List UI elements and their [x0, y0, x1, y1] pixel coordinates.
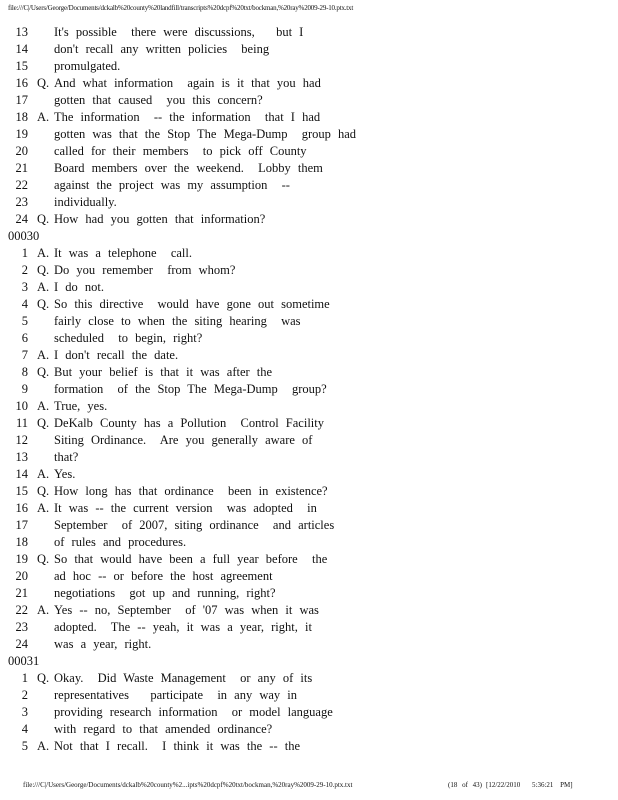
line-number: 14 [15, 467, 28, 481]
transcript-line [8, 534, 608, 551]
transcript-line [8, 109, 608, 126]
speaker-label: Q. [37, 416, 50, 430]
transcript-line [8, 58, 608, 75]
line-number: 17 [15, 93, 28, 107]
line-text: How long has that ordinance been in existence? [54, 484, 328, 498]
speaker-label: A. [37, 246, 50, 260]
line-text: Yes. [54, 467, 76, 481]
transcript-line [8, 449, 608, 466]
transcript-line [8, 619, 608, 636]
transcript-line [8, 585, 608, 602]
line-text: formation of the Stop The Mega-Dump group? [54, 382, 327, 396]
line-text: of rules and procedures. [54, 535, 187, 549]
speaker-label: Q. [37, 671, 50, 685]
line-text: Yes -- no, September of '07 was when it was [54, 603, 319, 617]
line-number: 8 [21, 365, 28, 379]
speaker-label: A. [37, 501, 50, 515]
footer-time: 5:36:21 PM] [532, 781, 573, 789]
line-number: 4 [21, 297, 28, 311]
line-text: scheduled to begin, right? [54, 331, 203, 345]
line-number: 23 [15, 195, 28, 209]
transcript-line [8, 364, 608, 381]
line-text: It's possible there were discussions, but I [54, 25, 304, 39]
line-text: gotten that caused you this concern? [54, 93, 263, 107]
transcript-line [8, 211, 608, 228]
transcript-line [8, 347, 608, 364]
line-text: with regard to that amended ordinance? [54, 722, 273, 736]
transcript-line [8, 24, 608, 41]
transcript-line [8, 483, 608, 500]
line-text: representatives participate in any way in [54, 688, 298, 702]
line-text: against the project was my assumption -- [54, 178, 290, 192]
line-number: 23 [15, 620, 28, 634]
line-text: promulgated. [54, 59, 121, 73]
transcript-body [8, 24, 608, 755]
file-path-header: file:///C|/Users/George/Documents/dckalb%20county%20landfill/transcripts%20dcpf%20txt/bockman,%20ray%2009-29-10.ptx.txt [8, 4, 354, 12]
transcript-line [8, 551, 608, 568]
line-number: 12 [15, 433, 28, 447]
transcript-line [8, 738, 608, 755]
line-number: 3 [21, 280, 28, 294]
line-text: I do not. [54, 280, 105, 294]
footer-page-count: (18 of 43) [448, 781, 482, 789]
transcript-line [8, 126, 608, 143]
line-number: 3 [21, 705, 28, 719]
transcript-line [8, 41, 608, 58]
line-text: Board members over the weekend. Lobby them [54, 161, 323, 175]
speaker-label: A. [37, 280, 50, 294]
transcript-line [8, 143, 608, 160]
line-number: 13 [15, 450, 28, 464]
transcript-line [8, 398, 608, 415]
transcript-line [8, 160, 608, 177]
line-text: So that would have been a full year before the [54, 552, 328, 566]
transcript-line [8, 517, 608, 534]
line-text: adopted. The -- yeah, it was a year, right, it [54, 620, 312, 634]
line-number: 22 [15, 178, 28, 192]
line-text: providing research information or model language [54, 705, 333, 719]
transcript-line [8, 432, 608, 449]
line-text: And what information again is it that you had [54, 76, 321, 90]
transcript-line [8, 194, 608, 211]
line-number: 6 [21, 331, 28, 345]
line-text: ad hoc -- or before the host agreement [54, 569, 273, 583]
transcript-line [8, 313, 608, 330]
line-number: 2 [21, 688, 28, 702]
speaker-label: Q. [37, 552, 50, 566]
line-text: that? [54, 450, 79, 464]
line-number: 20 [15, 569, 28, 583]
line-number: 17 [15, 518, 28, 532]
line-text: Okay. Did Waste Management or any of its [54, 671, 313, 685]
line-number: 18 [15, 110, 28, 124]
speaker-label: Q. [37, 365, 50, 379]
line-text: was a year, right. [54, 637, 152, 651]
transcript-line [8, 296, 608, 313]
line-number: 22 [15, 603, 28, 617]
line-text: Not that I recall. I think it was the -- the [54, 739, 301, 753]
speaker-label: Q. [37, 263, 50, 277]
line-number: 13 [15, 25, 28, 39]
transcript-line [8, 500, 608, 517]
line-text: How had you gotten that information? [54, 212, 266, 226]
line-number: 7 [21, 348, 28, 362]
transcript-line [8, 262, 608, 279]
line-number: 15 [15, 59, 28, 73]
page-marker: 00031 [8, 654, 40, 668]
line-number: 5 [21, 739, 28, 753]
transcript-line [8, 704, 608, 721]
line-text: DeKalb County has a Pollution Control Facility [54, 416, 324, 430]
line-text: The information -- the information that I had [54, 110, 321, 124]
line-text: So this directive would have gone out sometime [54, 297, 330, 311]
line-text: negotiations got up and running, right? [54, 586, 276, 600]
speaker-label: Q. [37, 297, 50, 311]
speaker-label: A. [37, 603, 50, 617]
line-text: fairly close to when the siting hearing was [54, 314, 301, 328]
line-number: 21 [15, 161, 28, 175]
line-text: don't recall any written policies being [54, 42, 270, 56]
line-number: 18 [15, 535, 28, 549]
line-text: Do you remember from whom? [54, 263, 236, 277]
line-text: I don't recall the date. [54, 348, 179, 362]
line-number: 24 [15, 637, 28, 651]
transcript-line [8, 602, 608, 619]
line-number: 9 [21, 382, 28, 396]
line-number: 11 [15, 416, 28, 430]
transcript-line [8, 177, 608, 194]
line-text: True, yes. [54, 399, 108, 413]
transcript-line [8, 92, 608, 109]
line-text: It was a telephone call. [54, 246, 193, 260]
line-number: 19 [15, 552, 28, 566]
speaker-label: A. [37, 110, 50, 124]
line-number: 1 [21, 671, 28, 685]
transcript-line [8, 568, 608, 585]
line-number: 21 [15, 586, 28, 600]
speaker-label: A. [37, 739, 50, 753]
line-number: 24 [15, 212, 28, 226]
line-number: 5 [21, 314, 28, 328]
transcript-line [8, 279, 608, 296]
line-text: gotten was that the Stop The Mega-Dump group had [54, 127, 357, 141]
line-text: September of 2007, siting ordinance and articles [54, 518, 335, 532]
speaker-label: A. [37, 399, 50, 413]
footer-date: [12/22/2010 [486, 781, 521, 789]
transcript-line [8, 466, 608, 483]
line-text: It was -- the current version was adopted in [54, 501, 317, 515]
line-text: But your belief is that it was after the [54, 365, 273, 379]
transcript-line [8, 670, 608, 687]
line-number: 14 [15, 42, 28, 56]
transcript-line [8, 381, 608, 398]
line-text: individually. [54, 195, 117, 209]
speaker-label: Q. [37, 212, 50, 226]
line-text: called for their members to pick off County [54, 144, 307, 158]
speaker-label: A. [37, 348, 50, 362]
transcript-line [8, 721, 608, 738]
line-number: 16 [15, 76, 28, 90]
transcript-line [8, 687, 608, 704]
page-marker: 00030 [8, 229, 40, 243]
transcript-line [8, 415, 608, 432]
line-number: 19 [15, 127, 28, 141]
line-number: 2 [21, 263, 28, 277]
line-number: 1 [21, 246, 28, 260]
speaker-label: Q. [37, 76, 50, 90]
line-number: 20 [15, 144, 28, 158]
line-number: 16 [15, 501, 28, 515]
speaker-label: Q. [37, 484, 50, 498]
line-text: Siting Ordinance. Are you generally aware of [54, 433, 313, 447]
line-number: 4 [21, 722, 28, 736]
transcript-line [8, 636, 608, 653]
speaker-label: A. [37, 467, 50, 481]
transcript-line [8, 330, 608, 347]
line-number: 15 [15, 484, 28, 498]
footer-file-path: file:///C|/Users/George/Documents/dckalb%20county%2...ipts%20dcpf%20txt/bockman,%20ray%2009-29-10.ptx.txt [23, 781, 353, 789]
transcript-line [8, 245, 608, 262]
transcript-line [8, 75, 608, 92]
line-number: 10 [15, 399, 28, 413]
